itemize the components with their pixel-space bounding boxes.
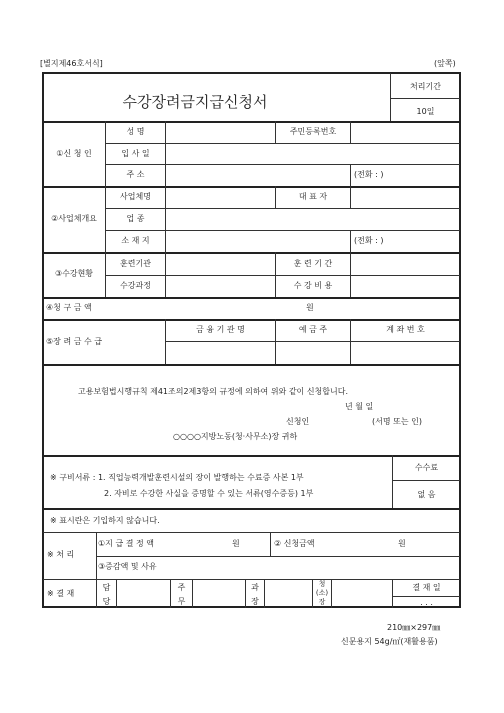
- decision-amount-label: ①지 급 결 정 액: [98, 539, 154, 548]
- claim-amount-unit: 원: [306, 303, 314, 312]
- chief-signature-box[interactable]: [265, 580, 311, 607]
- hire-date-label: 입 사 일: [121, 149, 150, 158]
- paper-spec: 신문용지 54g/㎡(재활용품): [341, 637, 438, 646]
- business-name-field[interactable]: [166, 187, 274, 207]
- required-documents-line1: ※ 구비서류 : 1. 직업능력개발훈련시설의 장이 발행하는 수료증 사본 1부: [50, 473, 304, 482]
- declaration-date: 년 월 일: [345, 402, 374, 411]
- paper-size: 210㎜×297㎜: [387, 623, 441, 632]
- approval-staff-2: 당: [102, 597, 111, 606]
- depositor-field[interactable]: [276, 342, 349, 363]
- signature-note: (서명 또는 인): [372, 417, 422, 426]
- processing-period-label: 처리기간: [410, 82, 441, 91]
- account-number-field[interactable]: [351, 342, 459, 363]
- requested-amount-label: ② 신청금액: [274, 539, 315, 548]
- form-title: 수강장려금지급신청서: [122, 93, 268, 111]
- reduction-reason-label: ③증감액 및 사유: [98, 562, 157, 571]
- applicant-address-label: 주 소: [126, 170, 145, 179]
- hire-date-field[interactable]: [166, 144, 459, 163]
- notice-text: ※ 표시란은 기입하지 않습니다.: [50, 516, 160, 525]
- staff-signature-box[interactable]: [117, 580, 169, 607]
- course-name-label: 수강과정: [120, 281, 151, 290]
- recipient-office: ○○○○지방노동(청·사무소)장 귀하: [173, 432, 298, 441]
- processing-period-value: 10일: [416, 107, 435, 116]
- approval-senior-2: 무: [177, 597, 186, 606]
- approval-head-3: 장: [318, 598, 326, 606]
- approval-staff-1: 담: [102, 583, 111, 592]
- business-name-label: 사업체명: [120, 192, 151, 201]
- approval-senior-1: 주: [177, 583, 186, 592]
- approval-date-label: 결 재 일: [412, 583, 441, 592]
- requested-amount-unit: 원: [398, 539, 406, 548]
- institution-label: 훈련기관: [120, 259, 151, 268]
- processing-label: ※ 처 리: [47, 550, 75, 559]
- location-field[interactable]: [166, 231, 349, 251]
- industry-field[interactable]: [166, 209, 459, 229]
- course-section-label: ③수강현황: [54, 269, 94, 278]
- approval-chief-1: 과: [251, 583, 259, 592]
- applicant-section-label: ①신 청 인: [56, 149, 92, 158]
- form-number: [별지제46호서식]: [40, 59, 103, 68]
- representative-label: 대 표 자: [298, 192, 328, 201]
- course-fee-field[interactable]: [351, 276, 459, 296]
- representative-field[interactable]: [351, 187, 459, 207]
- side-label: (앞쪽): [434, 59, 456, 68]
- applicant-signature-label: 신청인: [286, 417, 310, 426]
- course-fee-label: 수 강 비 용: [293, 281, 333, 290]
- payment-section-label: ⑤장 려 금 수 급: [46, 337, 102, 346]
- depositor-label: 예 금 주: [298, 325, 328, 334]
- business-section-label: ②사업체개요: [51, 214, 97, 223]
- claim-amount-label: ④청 구 금 액: [46, 303, 92, 312]
- applicant-name-field[interactable]: [166, 122, 274, 142]
- training-period-label: 훈 련 기 간: [293, 259, 333, 268]
- location-label: 소 재 지: [121, 236, 150, 245]
- resident-number-field[interactable]: [351, 122, 459, 142]
- course-name-field[interactable]: [166, 276, 274, 296]
- required-documents-line2: 2. 자비로 수강한 사실을 증명할 수 있는 서류(영수증등) 1부: [104, 489, 314, 498]
- resident-number-label: 주민등록번호: [289, 127, 337, 136]
- decision-amount-unit: 원: [232, 539, 240, 548]
- approval-label: ※ 결 재: [47, 589, 75, 598]
- senior-signature-box[interactable]: [193, 580, 244, 607]
- declaration-text: 고용보험법시행규칙 제41조의2제3항의 규정에 의하여 위와 같이 신청합니다.: [78, 387, 348, 396]
- approval-head-2: (소): [315, 589, 329, 597]
- account-number-label: 계 좌 번 호: [386, 325, 425, 334]
- institution-field[interactable]: [166, 253, 274, 274]
- approval-chief-2: 장: [251, 597, 259, 606]
- industry-label: 업 종: [126, 214, 145, 223]
- approval-date-value: . . .: [420, 598, 433, 607]
- bank-name-field[interactable]: [166, 342, 274, 363]
- fee-label: 수수료: [414, 463, 439, 472]
- approval-head-1: 청: [318, 580, 326, 588]
- business-phone-label: (전화 : ): [354, 236, 384, 245]
- bank-name-label: 금 융 기 관 명: [196, 325, 245, 334]
- training-period-field[interactable]: [351, 253, 459, 274]
- applicant-name-label: 성 명: [126, 127, 145, 136]
- head-signature-box[interactable]: [332, 580, 391, 607]
- fee-value: 없 음: [417, 490, 436, 499]
- applicant-phone-label: (전화 : ): [354, 170, 384, 179]
- applicant-address-field[interactable]: [166, 165, 349, 185]
